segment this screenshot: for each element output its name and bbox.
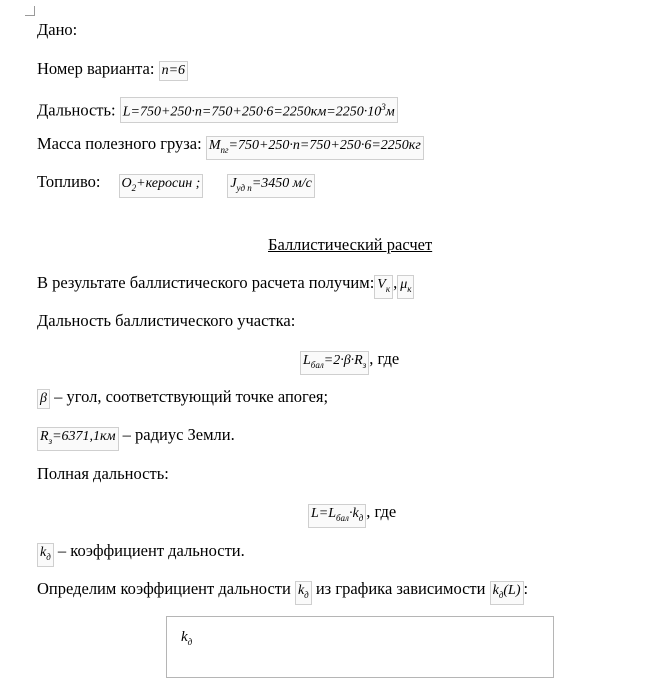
fuel-equation: $O_2+керосин$ ;: [119, 174, 204, 198]
variant-line: [37, 59, 188, 81]
beta-symbol: β: [37, 389, 50, 409]
variant-label: Номер варианта:: [37, 59, 159, 78]
ballistic-result-text: В результате баллистического расчета получим:: [37, 273, 375, 292]
variant-equation: n=6: [159, 61, 188, 81]
mass-ratio-equation: $\mu_к$: [397, 275, 414, 299]
range-coefficient-chart-frame: [166, 616, 554, 678]
full-range-label: Полная дальность:: [37, 464, 169, 483]
beta-definition: β – угол, соответствующий точке апогея;: [37, 387, 328, 409]
radius-definition: $R_з=6371,1км$ – радиус Земли.: [37, 425, 235, 451]
earth-radius-equation: $R_з=6371,1км$: [37, 427, 119, 451]
ballistic-range-label: Дальность баллистического участка:: [37, 311, 296, 330]
ballistic-result-line: В результате баллистического расчета получим: $V_к$ , $\mu_к$: [37, 273, 414, 299]
payload-label: Масса полезного груза:: [37, 134, 206, 153]
given-heading: Дано:: [37, 20, 78, 39]
ballistic-range-equation: $L_{бал}=2\cdot\beta\cdot R_з$: [300, 351, 369, 375]
page-corner-mark: [25, 6, 35, 16]
coefficient-function-equation: $k_д(L)$: [490, 581, 524, 605]
range-equation: $L=750+250\cdot n=750+250\cdot 6=2250км=2250\cdot 10^3м$: [120, 97, 398, 123]
coefficient-definition: $k_д$ – коэффициент дальности.: [37, 541, 245, 567]
section-title: Баллистический расчет: [268, 235, 433, 254]
formula-ballistic: $L_{бал}=2\cdot\beta\cdot R_з$ , где: [300, 349, 399, 375]
payload-equation: $M_{пг}=750+250\cdot n=750+250\cdot 6=2250кг$: [206, 136, 424, 160]
fuel-line: [37, 172, 315, 198]
velocity-equation: $V_к$: [374, 275, 393, 299]
determine-line: Определим коэффициент дальности $k_д$ из графика зависимости $k_д(L)$ :: [37, 579, 528, 605]
range-coefficient-symbol: $k_д$: [37, 543, 54, 567]
range-label: Дальность:: [37, 100, 120, 120]
formula-full: $L=L_{бал}\cdot k_д$ , где: [308, 502, 396, 528]
specific-impulse-equation: $J_{уд п}=3450$ м/с: [227, 174, 315, 198]
payload-line: [37, 134, 424, 160]
range-line: [37, 97, 398, 123]
full-range-equation: $L=L_{бал}\cdot k_д$: [308, 504, 366, 528]
fuel-label: Топливо:: [37, 172, 101, 191]
coefficient-symbol-inline: $k_д$: [295, 581, 312, 605]
chart-axis-label: $k_д$: [181, 629, 193, 647]
